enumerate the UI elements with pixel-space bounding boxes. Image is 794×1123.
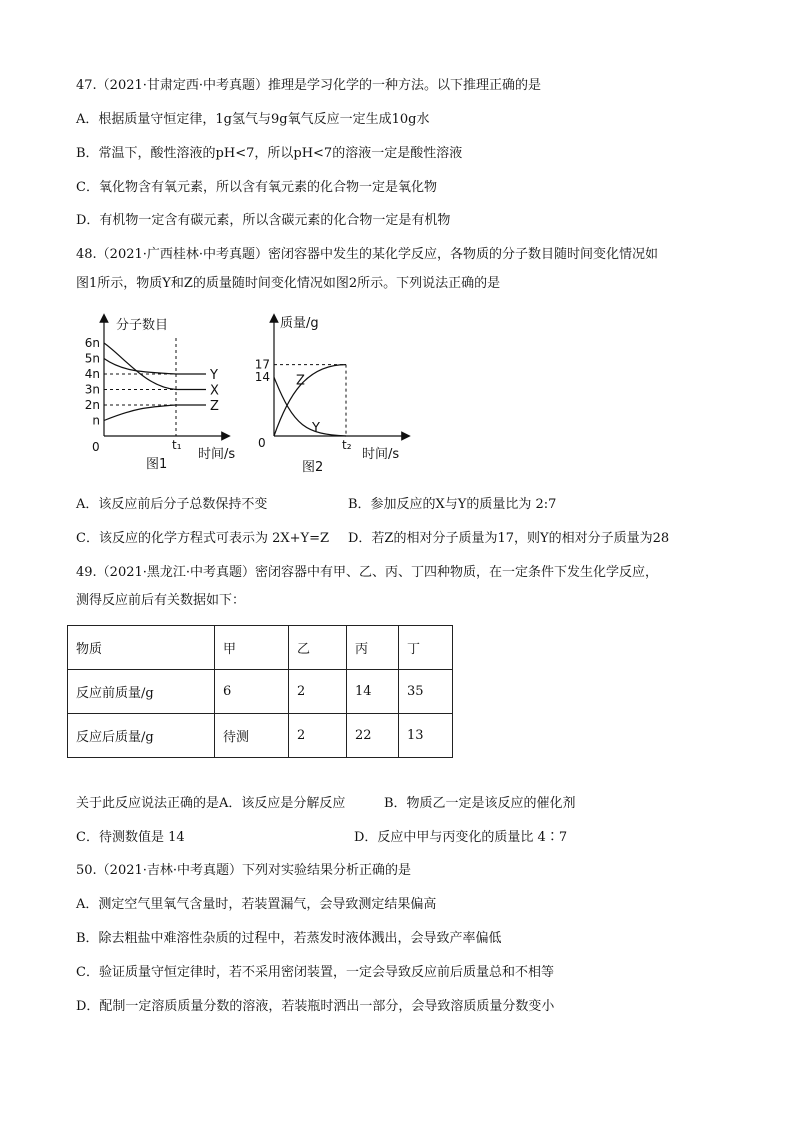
figure-2-chart <box>250 310 425 475</box>
q47-option-c: C．氧化物含有氧元素，所以含有氧元素的化合物一定是氧化物 <box>76 180 437 195</box>
table-header-row <box>68 626 453 670</box>
q48-option-a: A．该反应前后分子总数保持不变 <box>76 497 268 512</box>
table-cell: 2 <box>289 670 347 714</box>
table-cell: 反应前质量/g <box>68 670 215 714</box>
q47-stem: 47.（2021·甘肃定西·中考真题）推理是学习化学的一种方法。以下推理正确的是 <box>76 78 542 93</box>
table-cell: 6 <box>215 670 289 714</box>
figure-1-chart <box>80 310 255 475</box>
q47-option-a: A．根据质量守恒定律，1g氢气与9g氧气反应一定生成10g水 <box>76 112 430 127</box>
table-header-cell: 丁 <box>399 626 453 670</box>
q49-option-d: D．反应中甲与丙变化的质量比 4∶7 <box>354 830 568 845</box>
fig1-t1-label: t₁ <box>172 438 182 452</box>
table-cell: 14 <box>347 670 399 714</box>
q50-option-d: D．配制一定溶质质量分数的溶液，若装瓶时洒出一部分，会导致溶质质量分数变小 <box>76 999 555 1014</box>
fig1-series-x-label: X <box>210 383 219 399</box>
q50-stem: 50.（2021·吉林·中考真题）下列对实验结果分析正确的是 <box>76 863 412 878</box>
fig2-t2-label: t₂ <box>342 438 352 452</box>
table-cell: 13 <box>399 714 453 758</box>
q50-option-c: C．验证质量守恒定律时，若不采用密闭装置，一定会导致反应前后质量总和不相等 <box>76 965 554 980</box>
q47-option-b: B．常温下，酸性溶液的pH<7，所以pH<7的溶液一定是酸性溶液 <box>76 146 463 161</box>
q47-option-d: D．有机物一定含有碳元素，所以含碳元素的化合物一定是有机物 <box>76 213 451 228</box>
fig1-series-z-label: Z <box>210 399 219 414</box>
fig1-y-tick-label: n <box>92 413 100 428</box>
table-cell: 2 <box>289 714 347 758</box>
fig1-y-tick-label: 6n <box>84 336 100 350</box>
fig1-series-z-curve <box>104 405 206 421</box>
table-cell: 反应后质量/g <box>68 714 215 758</box>
fig2-x-label: 时间/s <box>362 447 400 462</box>
fig1-y-label: 分子数目 <box>116 318 169 333</box>
q48-option-c: C．该反应的化学方程式可表示为 2X+Y=Z <box>76 531 330 546</box>
fig1-y-tick-label: 4n <box>84 367 100 381</box>
table-header-cell: 甲 <box>215 626 289 670</box>
q50-option-b: B．除去粗盐中难溶性杂质的过程中，若蒸发时液体溅出，会导致产率偏低 <box>76 931 502 946</box>
q48-stem-line2: 图1所示，物质Y和Z的质量随时间变化情况如图2所示。下列说法正确的是 <box>76 276 501 291</box>
fig2-y-tick-label: 14 <box>254 370 270 385</box>
q49-after-line: 关于此反应说法正确的是A．该反应是分解反应 <box>76 796 346 811</box>
q49-option-c: C．待测数值是 14 <box>76 830 185 845</box>
q49-data-table <box>67 625 453 758</box>
fig1-y-tick-label: 3n <box>84 382 100 397</box>
table-header-cell: 乙 <box>289 626 347 670</box>
fig2-origin: 0 <box>258 436 266 450</box>
fig1-origin: 0 <box>92 440 100 454</box>
table-header-cell: 物质 <box>68 626 215 670</box>
fig1-series-y-label: Y <box>210 368 218 383</box>
fig1-caption: 图1 <box>146 457 168 472</box>
table-row <box>68 714 453 758</box>
q48-stem-line1: 48.（2021·广西桂林·中考真题）密闭容器中发生的某化学反应，各物质的分子数目随时间变化情况如 <box>76 247 659 262</box>
q48-option-d: D．若Z的相对分子质量为17，则Y的相对分子质量为28 <box>348 531 670 546</box>
fig1-y-tick-label: 2n <box>84 398 100 412</box>
q49-stem-line2: 测得反应前后有关数据如下： <box>76 593 246 608</box>
q48-option-b: B．参加反应的X与Y的质量比为 2:7 <box>348 497 557 512</box>
table-cell: 待测 <box>215 714 289 758</box>
fig1-x-label: 时间/s <box>198 447 236 462</box>
q50-option-a: A．测定空气里氧气含量时，若装置漏气，会导致测定结果偏高 <box>76 897 437 912</box>
table-row <box>68 670 453 714</box>
fig2-y-label: 质量/g <box>280 316 319 331</box>
fig1-series-y-curve <box>104 359 206 375</box>
table-cell: 35 <box>399 670 453 714</box>
fig2-y-tick-label: 17 <box>254 357 270 372</box>
fig2-caption: 图2 <box>302 460 324 475</box>
fig1-y-tick-label: 5n <box>84 351 100 366</box>
q49-stem-line1: 49.（2021·黑龙江·中考真题）密闭容器中有甲、乙、丙、丁四种物质，在一定条件下发生化学反应， <box>76 565 659 580</box>
fig2-series-y-curve <box>274 377 346 436</box>
table-cell: 22 <box>347 714 399 758</box>
q49-option-b: B．物质乙一定是该反应的催化剂 <box>384 796 576 811</box>
table-header-cell: 丙 <box>347 626 399 670</box>
fig2-series-y-label: Y <box>312 421 320 437</box>
fig2-series-z-label: Z <box>296 373 305 389</box>
